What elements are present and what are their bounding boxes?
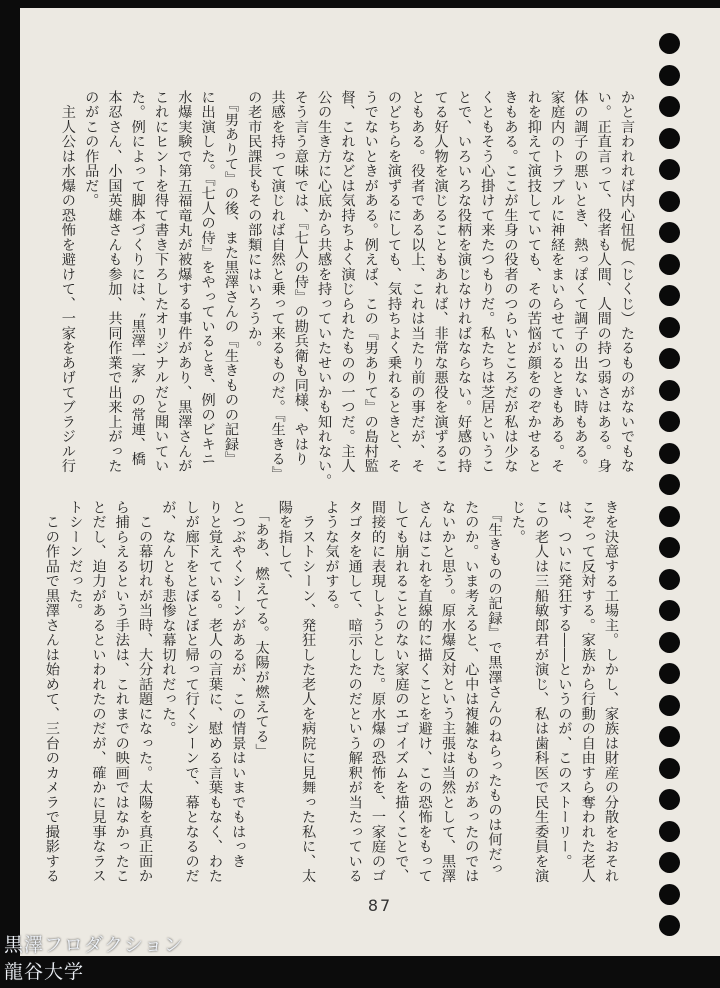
upper-text-column	[56, 90, 638, 489]
text-line: ラストシーン、発狂した老人を病院に見舞った私に、太	[300, 500, 317, 884]
text-line: 水爆実験で第五福竜丸が被爆する事件があり、黒澤さんが	[176, 90, 193, 474]
binding-hole	[659, 380, 680, 401]
binding-hole	[659, 96, 680, 117]
text-line: 本忍さん、小国英雄さんも参加、共同作業で出来上がった	[106, 90, 123, 474]
page-number: 87	[367, 896, 393, 915]
text-line: 『男ありて』の後、また黒澤さんの『生きものの記録』	[222, 90, 239, 467]
text-line: に出演した。『七人の侍』をやっているとき、例のビキニ	[199, 90, 216, 467]
text-line: た。例によって脚本づくりには、〝黒澤一家〟の常連、橋	[129, 90, 146, 467]
text-line: 陽を指して、	[276, 500, 293, 589]
binding-hole	[659, 632, 680, 653]
binding-hole	[659, 128, 680, 149]
text-line: じた。	[509, 500, 526, 545]
text-line: 『生きものの記録』で黒澤さんのねらったものは何だっ	[486, 500, 503, 877]
text-line: くともそう心掛けて来たつもりだ。私たちは芝居というこ	[479, 90, 496, 474]
binding-hole	[659, 537, 680, 558]
text-line: タゴタを通して、暗示したのだという解釈が当たっている	[346, 500, 363, 884]
text-line: の老市民課長もその部類にはいろうか。	[246, 90, 263, 356]
text-line: そう言う意味では、『七人の侍』の勘兵衛も同様、やはり	[292, 90, 309, 467]
lower-text-column	[40, 500, 622, 884]
binding-hole	[659, 884, 680, 905]
binding-hole	[659, 789, 680, 810]
text-line: さんはこれを直線的に描くことを避け、この恐怖をもって	[416, 500, 433, 884]
binding-hole	[659, 600, 680, 621]
text-line: 主人公は水爆の恐怖を避けて、一家をあげてブラジル行	[59, 90, 76, 474]
text-line: とで、いろいろな役柄を演じなければならない。好感の持	[455, 90, 472, 474]
binding-hole	[659, 317, 680, 338]
text-line: きもある。ここが生身の役者のつらいところだが私は少な	[502, 90, 519, 474]
text-line: とだし、迫力があるといわれたのだが、確かに見事なラス	[90, 500, 107, 884]
text-line: い。正直言って、役者も人間、人間の持つ弱さはある。身	[595, 90, 612, 474]
text-line: 共感を持って演じれば自然と乗って来るものだ。『生きる』	[269, 90, 286, 482]
text-line: ないかと思う。原水爆反対という主張は当然として、黒澤	[439, 500, 456, 884]
text-line: は、ついに発狂する――というのが、このストーリー。	[556, 500, 573, 869]
text-line: 督、これなどは気持ちよく演じられたものの一つだ。主人	[339, 90, 356, 474]
text-line: ような気がする。	[323, 500, 340, 618]
text-line: この老人は三船敏郎君が演じ、私は歯科医で民生委員を演	[533, 500, 550, 884]
text-line: が、なんとも悲惨な幕切れだった。	[160, 500, 177, 736]
text-line: きを決意する工場主。しかし、家族は財産の分散をおそれ	[603, 500, 619, 884]
text-line: ら捕らえるという手法は、これまでの映画ではなかったこ	[113, 500, 130, 884]
binding-hole	[659, 285, 680, 306]
text-line: 「ああ、燃えてる。太陽が燃えてる」	[253, 500, 270, 759]
binding-hole	[659, 726, 680, 747]
binding-hole	[659, 915, 680, 936]
text-line: りと覚えている。老人の言葉に、慰める言葉もなく、わた	[206, 500, 223, 884]
text-line: しが廊下をとぼとぼと帰って行くシーンで、幕となるのだ	[183, 500, 200, 884]
text-line: 間接的に表現しようとした。原水爆の恐怖を、一家庭のゴ	[370, 500, 387, 884]
text-line: かと言われれば内心忸怩（じくじ）たるものがないでもな	[619, 90, 635, 474]
text-line: とつぶやくシーンがあるが、この情景はいまでもはっき	[230, 500, 247, 869]
text-line: ともある。役者である以上、これは当たり前の事だが、そ	[409, 90, 426, 474]
text-line: のどちらを演ずるにしても、気持ちよく乗れるときと、そ	[386, 90, 403, 474]
text-line: のがこの作品だ。	[83, 90, 100, 208]
binding-hole	[659, 348, 680, 369]
binding-hole	[659, 65, 680, 86]
text-line: 公の生き方に心底から共感を持っていたせいかも知れない。	[316, 90, 333, 489]
binding-hole	[659, 663, 680, 684]
text-line: 家庭内のトラブルに神経をまいらせているときもある。そ	[549, 90, 566, 474]
binding-strip	[692, 8, 720, 956]
text-line: たのか。いま考えると、心中は複雑なものがあったのでは	[463, 500, 480, 884]
text-line: れを抑えて演技していても、その苦悩が顔をのぞかせると	[525, 90, 542, 474]
text-line: トシーンだった。	[67, 500, 84, 618]
binding-hole	[659, 222, 680, 243]
binding-hole	[659, 821, 680, 842]
binding-hole	[659, 443, 680, 464]
binding-hole	[659, 254, 680, 275]
binding-hole	[659, 411, 680, 432]
binding-hole	[659, 33, 680, 54]
binding-hole	[659, 569, 680, 590]
text-line: この作品で黒澤さんは始めて、三台のカメラで撮影する	[43, 500, 60, 884]
binding-hole	[659, 506, 680, 527]
text-line: うでないときがある。例えば、この『男ありて』の島村監	[362, 90, 379, 474]
watermark-line-1: 黒澤フロダクション	[4, 934, 184, 956]
text-line: 体の調子の悪いとき、熱っぽくて調子の出ない時もある。	[572, 90, 589, 474]
binding-hole	[659, 852, 680, 873]
binding-hole	[659, 474, 680, 495]
watermark-line-2: 龍谷大学	[4, 961, 85, 983]
binding-hole	[659, 758, 680, 779]
text-line: てる好人物を演じることもあれば、非常な悪役を演ずるこ	[432, 90, 449, 474]
binding-hole	[659, 191, 680, 212]
binding-hole	[659, 159, 680, 180]
text-line: この幕切れが当時、大分話題になった。太陽を真正面か	[137, 500, 154, 884]
text-line: これにヒントを得て書き下ろしたオリジナルだと聞いてい	[153, 90, 170, 474]
text-line: しても崩れることのない家庭のエゴイズムを描くことで、	[393, 500, 410, 884]
text-line: こぞって反対する。家族から行動の自由すら奪われた老人	[579, 500, 596, 884]
binding-hole	[659, 695, 680, 716]
